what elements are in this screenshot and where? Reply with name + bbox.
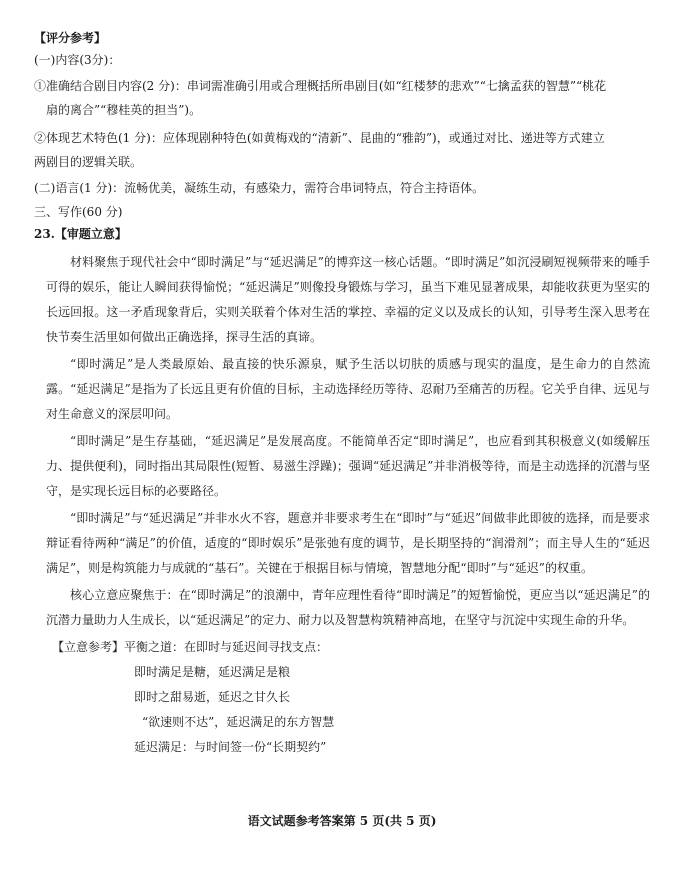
reference-item: 延迟满足：与时间签一份“长期契约”: [134, 740, 327, 754]
item1-line2: 扇的离合”“穆桂英的担当”)。: [46, 103, 202, 117]
paragraph-1: 材料聚焦于现代社会中“即时满足”与“延迟满足”的博弈这一核心话题。“即时满足”如沉浸刷短视频带来的唾手可得的娱乐，能让人瞬间获得愉悦；“延迟满足”则像投身锻炼与学习，虽当下难见显著成果，却能收获更为坚实的长远回报。这一矛盾现象背后，实则关联着个体对生活的掌控、幸福的定义以及成长的认知，引导考生深入思考在快节奏生活里如何做出正确选择，探寻生活的真谛。: [46, 255, 650, 344]
paragraph-4: “即时满足”与“延迟满足”并非水火不容，题意并非要求考生在“即时”与“延迟”间做非此即彼的选择，而是要求辩证看待两种“满足”的价值，适度的“即时娱乐”是张弛有度的调节，是长期坚持的“润滑剂”；而主导人生的“延迟满足”，则是构筑能力与成就的“基石”。关键在于根据目标与情境，智慧地分配“即时”与“延迟”的权重。: [46, 511, 650, 575]
paragraph-5: 核心立意应聚焦于：在“即时满足”的浪潮中，青年应理性看待“即时满足”的短暂愉悦，更应当以“延迟满足”的沉潜力量助力人生成长，以“延迟满足”的定力、耐力以及智慧构筑精神高地，在坚守与沉淀中实现生命的升华。: [46, 588, 650, 627]
question-23-heading: 23.【审题立意】: [34, 227, 127, 241]
item2-line1: ②体现艺术特色(1 分)：应体现剧种特色(如黄梅戏的“清新”、昆曲的“雅韵”)，或通过对比、递进等方式建立: [34, 131, 605, 145]
paragraph-3: “即时满足”是生存基础，“延迟满足”是发展高度。不能简单否定“即时满足”，也应看到其积极意义(如缓解压力、提供便利)，同时指出其局限性(短暂、易滋生浮躁)；强调“延迟满足”并非消极等待，而是主动选择的沉潜与坚守，是实现长远目标的必要路径。: [46, 434, 650, 498]
reference-item: 即时满足是糖，延迟满足是粮: [134, 665, 291, 679]
language-criteria: (二)语言(1 分)：流畅优美，凝练生动，有感染力，需符合串词特点，符合主持语体。: [34, 181, 485, 195]
content-heading: (一)内容(3分)：: [34, 53, 121, 67]
writing-heading: 三、写作(60 分): [34, 205, 123, 219]
reference-item: 即时之甜易逝，延迟之甘久长: [134, 690, 291, 704]
item1-line1: ①准确结合剧目内容(2 分)：串词需准确引用或合理概括所串剧目(如“红楼梦的悲欢”“七擒孟获的智慧”“桃花: [34, 79, 607, 93]
item2-line2: 两剧目的逻辑关联。: [34, 155, 143, 169]
page-footer: 语文试题参考答案第 5 页(共 5 页): [247, 814, 437, 828]
paragraph-2: “即时满足”是人类最原始、最直接的快乐源泉，赋予生活以切肤的质感与现实的温度，是生命力的自然流露。“延迟满足”是指为了长远且更有价值的目标，主动选择经历等待、忍耐乃至痛苦的历程。它关乎自律、远见与对生命意义的深层叩问。: [46, 357, 650, 421]
reference-item: “欲速则不达”，延迟满足的东方智慧: [142, 715, 335, 729]
reference-heading: 【立意参考】平衡之道：在即时与延迟间寻找支点：: [52, 640, 329, 654]
section-header: 【评分参考】: [34, 31, 107, 45]
